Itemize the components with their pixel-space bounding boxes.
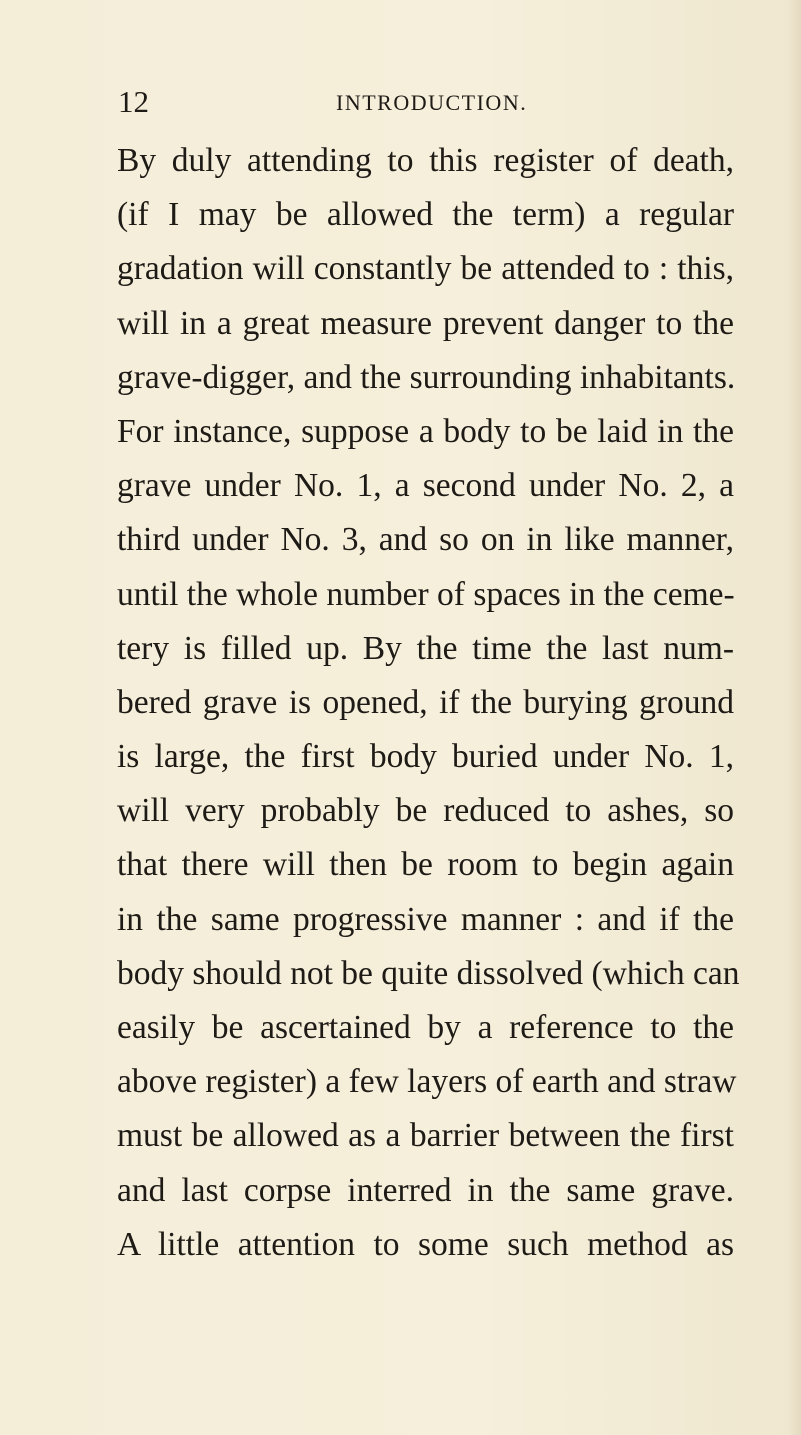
text-line: in the same progressive manner : and if the — [117, 900, 734, 938]
text-line: until the whole number of spaces in the ceme- — [117, 575, 735, 613]
page-edge-shadow — [787, 0, 801, 1435]
text-line: By duly attending to this register of death, — [117, 142, 734, 179]
text-line: tery is filled up. By the time the last num- — [117, 629, 734, 667]
text-line: will in a great measure prevent danger to the — [117, 304, 734, 342]
text-line: will very probably be reduced to ashes, so — [117, 792, 734, 830]
running-head — [118, 82, 718, 122]
text-line: must be allowed as a barrier between the first — [117, 1117, 734, 1155]
text-line: For instance, suppose a body to be laid in the — [117, 412, 734, 450]
text-line: grave-digger, and the surrounding inhabitants. — [117, 358, 736, 396]
text-line: easily be ascertained by a reference to the — [117, 1009, 734, 1046]
text-line: gradation will constantly be attended to : this, — [117, 250, 734, 288]
text-line: above register) a few layers of earth and straw — [117, 1063, 737, 1101]
page-number: 12 — [118, 84, 149, 119]
text-line: bered grave is opened, if the burying ground — [117, 683, 734, 721]
text-line: and last corpse interred in the same grave. — [117, 1171, 734, 1209]
text-line: grave under No. 1, a second under No. 2, a — [117, 467, 734, 505]
body-text — [117, 134, 740, 1272]
text-line: body should not be quite dissolved (which can — [117, 954, 740, 992]
text-line: third under No. 3, and so on in like manner, — [117, 521, 734, 559]
text-line: is large, the first body buried under No. 1, — [117, 738, 734, 776]
text-line: that there will then be room to begin again — [117, 846, 734, 884]
running-title: INTRODUCTION. — [336, 90, 528, 115]
text-line: A little attention to some such method as — [117, 1225, 734, 1263]
text-line: (if I may be allowed the term) a regular — [117, 196, 734, 234]
